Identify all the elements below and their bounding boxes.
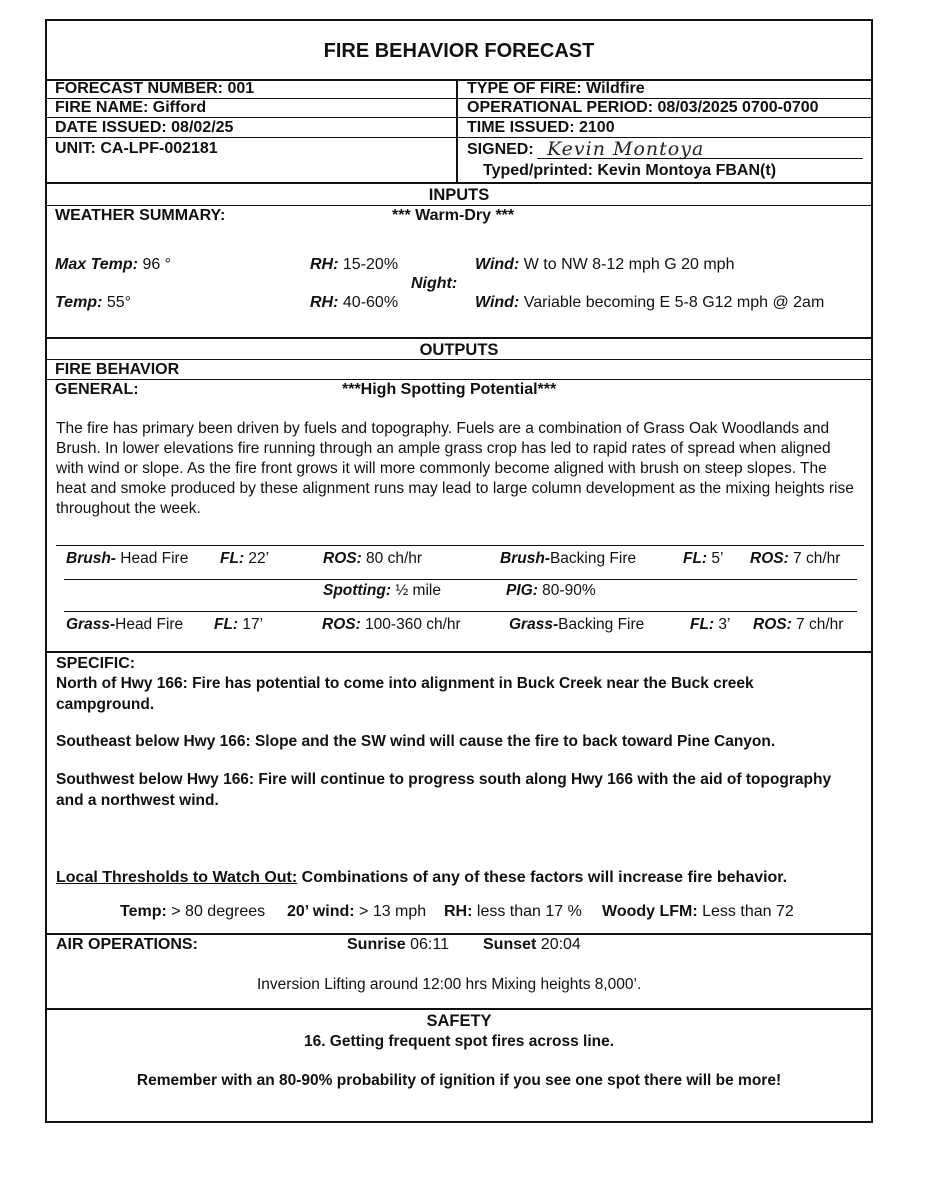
- specific-item: North of Hwy 166: Fire has potential to come into alignment in Buck Creek near the Buck creek campground.: [56, 675, 754, 713]
- brush-backing-fire: Brush-Backing Fire: [500, 550, 637, 567]
- unit: UNIT: CA-LPF-002181: [55, 140, 218, 157]
- divider: [47, 651, 871, 653]
- inversion-mixing-heights: Inversion Lifting around 12:00 hrs Mixing heights 8,000’.: [257, 976, 642, 993]
- brush-head-fl: FL: 22’: [220, 550, 270, 567]
- divider: [47, 379, 871, 380]
- time-issued: TIME ISSUED: 2100: [467, 119, 615, 136]
- divider: [47, 117, 871, 118]
- local-thresholds: Local Thresholds to Watch Out: Combinations of any of these factors will increase fire behavior.: [56, 869, 788, 886]
- specific-item: Southwest below Hwy 166: Fire will continue to progress south along Hwy 166 with the aid of topography and a northwest wind.: [56, 771, 832, 809]
- fire-behavior-forecast-form: [45, 19, 873, 1123]
- type-of-fire: TYPE OF FIRE: Wildfire: [467, 80, 645, 97]
- general-value: ***High Spotting Potential***: [342, 381, 557, 398]
- grass-back-fl: FL: 3’: [690, 616, 731, 633]
- safety-line-2: Remember with an 80-90% probability of ignition if you see one spot there will be more!: [136, 1072, 782, 1089]
- threshold-rh: RH: less than 17 %: [444, 903, 582, 920]
- sunrise: Sunrise 06:11: [347, 936, 449, 953]
- sunset: Sunset 20:04: [483, 936, 581, 953]
- specific-label: SPECIFIC:: [56, 655, 136, 672]
- brush-back-fl: FL: 5’: [683, 550, 724, 567]
- forecast-number: FORECAST NUMBER: 001: [55, 80, 255, 97]
- column-divider: [456, 79, 458, 183]
- table-rule: [56, 545, 864, 546]
- divider: [47, 337, 871, 339]
- night-rh: RH: 40-60%: [310, 294, 399, 311]
- brush-head-fire: Brush- Head Fire: [66, 550, 189, 567]
- document-title: FIRE BEHAVIOR FORECAST: [323, 40, 595, 62]
- weather-summary-label: WEATHER SUMMARY:: [55, 207, 226, 224]
- fire-behavior-label: FIRE BEHAVIOR: [55, 361, 180, 378]
- general-label: GENERAL:: [55, 381, 139, 398]
- threshold-woody-lfm: Woody LFM: Less than 72: [602, 903, 794, 920]
- grass-head-ros: ROS: 100-360 ch/hr: [322, 616, 461, 633]
- table-rule: [64, 611, 857, 612]
- outputs-heading: OUTPUTS: [419, 341, 499, 359]
- typed-printed-name: Typed/printed: Kevin Montoya FBAN(t): [483, 162, 777, 179]
- specific-item: Southeast below Hwy 166: Slope and the SW wind will cause the fire to back toward Pine Canyon.: [56, 733, 776, 750]
- spotting-distance: Spotting: ½ mile: [323, 582, 441, 599]
- general-text: The fire has primary been driven by fuels and topography. Fuels are a combination of Grass Oak Woodlands and Brush. In lower elevations fire running through an ample grass crop has led to rapid rates of spread when aligned with wind or slope. As the fire front grows it will more commonly become aligned with brush on steep slopes. The heat and smoke produced by these alignment runs may lead to large column development as the mixing heights rise throughout the week.: [56, 420, 854, 517]
- fire-name: FIRE NAME: Gifford: [55, 99, 207, 116]
- safety-heading: SAFETY: [426, 1012, 492, 1030]
- threshold-temp: Temp: > 80 degrees: [120, 903, 266, 920]
- day-rh: RH: 15-20%: [310, 256, 399, 273]
- probability-of-ignition: PIG: 80-90%: [506, 582, 596, 599]
- night-wind: Wind: Variable becoming E 5-8 G12 mph @ 2am: [475, 294, 825, 311]
- date-issued: DATE ISSUED: 08/02/25: [55, 119, 234, 136]
- threshold-wind: 20’ wind: > 13 mph: [287, 903, 427, 920]
- air-operations-label: AIR OPERATIONS:: [56, 936, 198, 953]
- day-max-temp: Max Temp: 96 °: [55, 256, 172, 273]
- safety-line-1: 16. Getting frequent spot fires across line.: [303, 1033, 615, 1050]
- divider: [47, 182, 871, 184]
- grass-head-fire: Grass-Head Fire: [66, 616, 184, 633]
- brush-head-ros: ROS: 80 ch/hr: [323, 550, 423, 567]
- brush-back-ros: ROS: 7 ch/hr: [750, 550, 841, 567]
- grass-head-fl: FL: 17’: [214, 616, 264, 633]
- table-rule: [64, 579, 857, 580]
- weather-summary-value: *** Warm-Dry ***: [392, 207, 515, 224]
- grass-back-ros: ROS: 7 ch/hr: [753, 616, 844, 633]
- night-temp: Temp: 55°: [55, 294, 132, 311]
- signature: Kevin Montoya: [547, 138, 705, 160]
- divider: [47, 933, 871, 935]
- divider: [47, 1008, 871, 1010]
- operational-period: OPERATIONAL PERIOD: 08/03/2025 0700-0700: [467, 99, 819, 116]
- grass-backing-fire: Grass-Backing Fire: [509, 616, 645, 633]
- inputs-heading: INPUTS: [428, 186, 490, 204]
- divider: [47, 205, 871, 206]
- divider: [47, 137, 871, 138]
- divider: [47, 359, 871, 360]
- night-label: Night:: [411, 275, 458, 292]
- day-wind: Wind: W to NW 8-12 mph G 20 mph: [475, 256, 735, 273]
- signature-line: [537, 158, 863, 159]
- signed-label: SIGNED:: [467, 141, 534, 158]
